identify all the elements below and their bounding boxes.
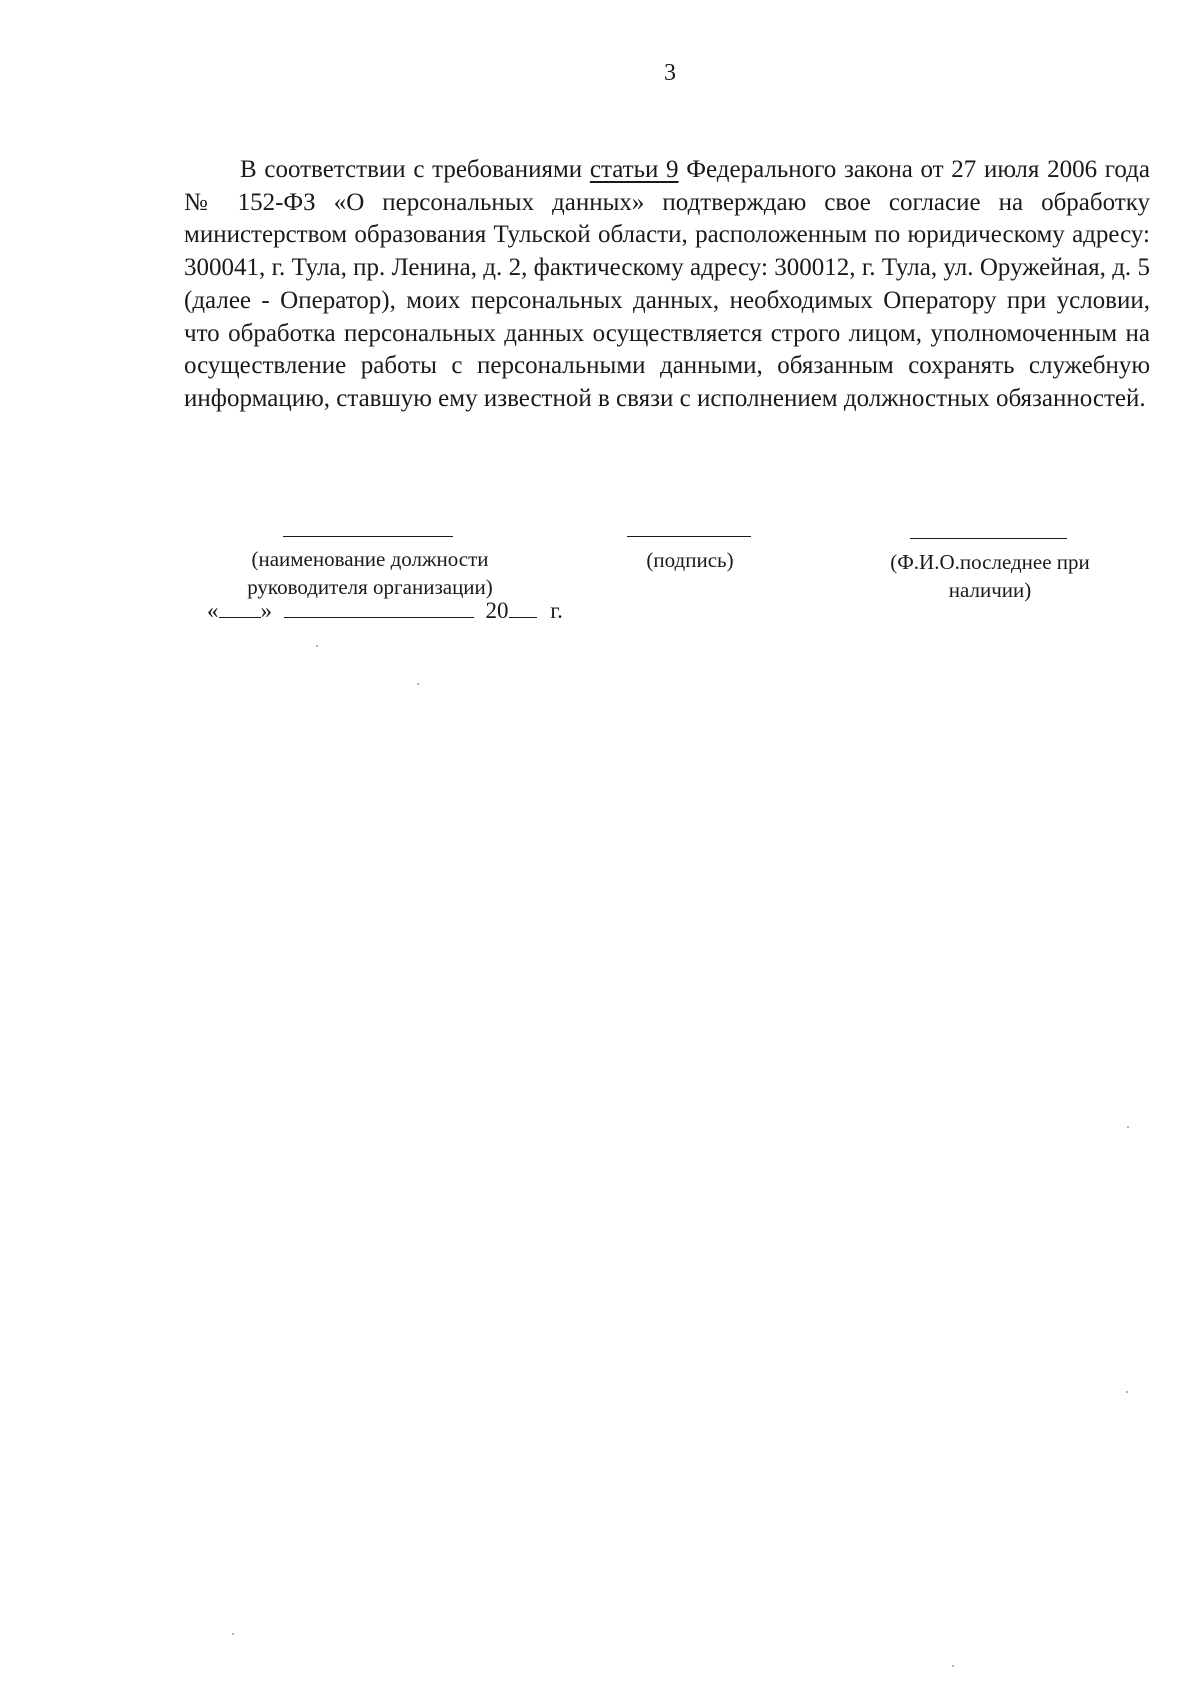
year-prefix: 20 bbox=[485, 598, 509, 623]
signature-caption-text: (подпись) bbox=[646, 548, 734, 572]
position-signature-line bbox=[283, 536, 453, 537]
consent-text-start: В соответствии с требованиями bbox=[240, 156, 590, 183]
year-blank[interactable] bbox=[509, 599, 537, 618]
scan-speck bbox=[417, 683, 419, 685]
scan-speck bbox=[952, 1665, 954, 1667]
name-caption-line-1: (Ф.И.О.последнее при bbox=[890, 550, 1090, 574]
year-suffix: г. bbox=[550, 598, 563, 623]
name-caption-line-2: наличии) bbox=[948, 578, 1032, 602]
scan-speck bbox=[1127, 1126, 1129, 1128]
name-signature-line bbox=[910, 538, 1067, 539]
name-caption bbox=[850, 548, 1130, 604]
signature-caption bbox=[600, 546, 780, 574]
month-blank[interactable] bbox=[284, 599, 474, 618]
scan-speck bbox=[232, 1633, 234, 1635]
position-caption bbox=[200, 545, 540, 601]
position-caption-line-2: руководителя организации) bbox=[247, 575, 493, 599]
scan-speck bbox=[316, 645, 318, 647]
page-number: 3 bbox=[664, 60, 676, 86]
date-open-quote: « bbox=[207, 598, 219, 623]
law-article-link[interactable]: статьи 9 bbox=[589, 156, 679, 183]
date-line bbox=[207, 598, 563, 624]
date-close-quote: » bbox=[260, 598, 272, 623]
day-blank[interactable] bbox=[219, 599, 261, 618]
scan-speck bbox=[1126, 1391, 1128, 1393]
consent-text-rest: Федерального закона от 27 июля 2006 года № 152-ФЗ «О персональных данных» подтверждаю свое согласие на обработку министерством образования Тульской области, расположенным по юридическому адресу: 300041, г. Тула, пр. Ленина, д. 2, фактическому адресу: 300012, г. Тула, ул. Оружейная, д. 5 (далее - Оператор), моих персональных данных, необходимых Оператору при условии, что обработка персональных данных осуществляется строго лицом, уполномоченным на осуществление работы с персональными данными, обязанным сохранять служебную информацию, ставшую ему известной в связи с исполнением должностных обязанностей. bbox=[184, 156, 1151, 412]
position-caption-line-1: (наименование должности bbox=[251, 547, 489, 571]
signature-line bbox=[627, 536, 751, 537]
consent-paragraph bbox=[184, 154, 1150, 416]
